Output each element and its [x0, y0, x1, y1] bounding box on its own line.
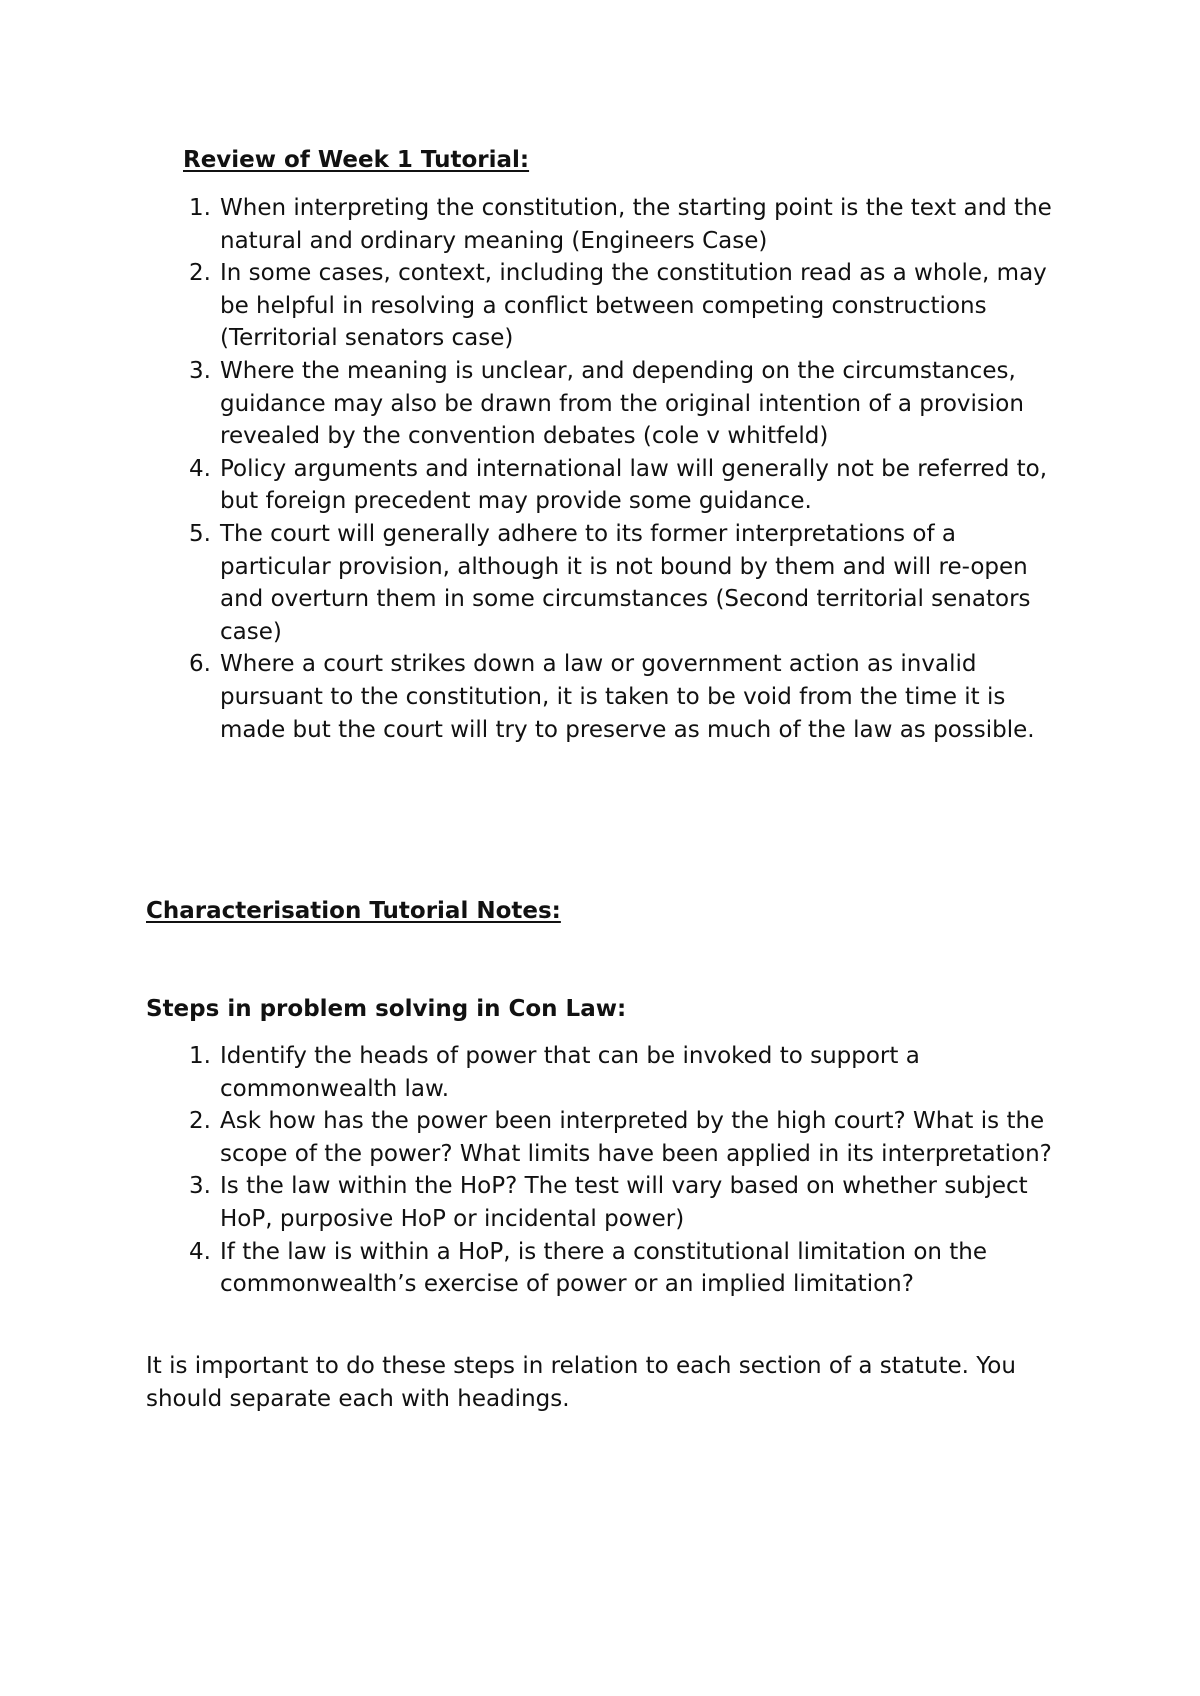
- list-number: 6.: [189, 651, 211, 678]
- review-heading: Review of Week 1 Tutorial:: [183, 147, 530, 173]
- list-item: [183, 1170, 1063, 1235]
- list-number: 5.: [189, 520, 211, 547]
- list-number: 1.: [189, 195, 211, 221]
- list-number: 3.: [189, 357, 211, 384]
- list-item: [183, 453, 1063, 518]
- list-item-text: Where the meaning is unclear, and depending on the circumstances, guidance may also be drawn from the original intention of a provision revealed by the convention debates (cole v whitfeld): [220, 357, 1024, 450]
- list-item-text: When interpreting the constitution, the starting point is the text and the natural and ordinary meaning (Engineers Case): [220, 195, 1052, 254]
- list-item-text: Where a court strikes down a law or government action as invalid pursuant to the constitution, it is taken to be void from the time it is made but the court will try to preserve as much of the law as possible.: [220, 651, 1035, 743]
- closing-paragraph: It is important to do these steps in relation to each section of a statute. You should separate each with headings.: [146, 1353, 1016, 1412]
- list-item: [183, 192, 1063, 257]
- list-item-text: If the law is within a HoP, is there a constitutional limitation on the commonwealth’s exercise of power or an implied limitation?: [220, 1238, 988, 1298]
- list-number: 4.: [189, 455, 211, 482]
- list-item-text: The court will generally adhere to its former interpretations of a particular provision, although it is not bound by them and will re-open and overturn them in some circumstances (Second territorial senators case): [220, 520, 1031, 645]
- list-item-text: Policy arguments and international law will generally not be referred to, but foreign precedent may provide some guidance.: [220, 455, 1048, 515]
- list-number: 2.: [189, 260, 211, 287]
- list-item: [183, 518, 1063, 648]
- steps-list: [183, 1040, 1063, 1301]
- list-number: 2.: [189, 1108, 211, 1135]
- list-item-text: Identify the heads of power that can be invoked to support a commonwealth law.: [220, 1043, 920, 1102]
- list-number: 3.: [189, 1173, 211, 1200]
- list-item-text: In some cases, context, including the constitution read as a whole, may be helpful in resolving a conflict between competing constructions (Territorial senators case): [220, 260, 1047, 352]
- list-item-text: Ask how has the power been interpreted by the high court? What is the scope of the power? What limits have been applied in its interpretation?: [220, 1108, 1052, 1167]
- list-number: 4.: [189, 1238, 211, 1265]
- list-item: [183, 257, 1063, 355]
- review-list: [183, 192, 1063, 746]
- list-item: [183, 355, 1063, 453]
- list-item: [183, 648, 1063, 746]
- list-item-text: Is the law within the HoP? The test will vary based on whether subject HoP, purposive HoP or incidental power): [220, 1173, 1028, 1232]
- list-item: [183, 1236, 1063, 1301]
- characterisation-heading: Characterisation Tutorial Notes:: [146, 898, 561, 924]
- list-number: 1.: [189, 1043, 211, 1069]
- steps-heading: Steps in problem solving in Con Law:: [146, 996, 627, 1022]
- list-item: [183, 1040, 1063, 1105]
- list-item: [183, 1105, 1063, 1170]
